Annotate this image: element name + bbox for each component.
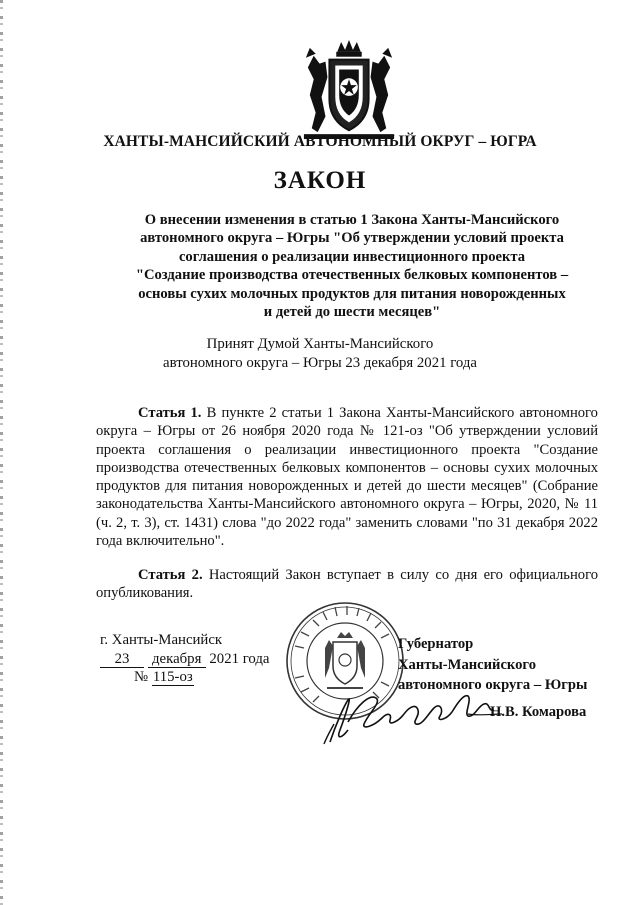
article-1-text: В пункте 2 статьи 1 Закона Ханты-Мансийского автономного округа – Югры от 26 ноября 2020 года № 121-оз "Об утверждении условий проекта соглашения о реализации инвестиционного проекта "Создание производства отечественных белковых компонентов – основы сухих молочных продуктов для питания новорожденных и детей до шести месяцев" (Собрание законодательства Ханты-Мансийского автономного округа – Югры, 2020, № 11 (ч. 2, т. 3), ст. 1431) слова "до 2022 года" заменить словами "по 31 декабря 2022 года включительно". xyxy=(96,405,598,550)
law-title xyxy=(96,211,608,321)
article-1-label: Статья 1. xyxy=(138,405,202,421)
signing-place: г. Ханты-Мансийск xyxy=(100,632,223,648)
title-line: автономного округа – Югры "Об утверждении условий проекта xyxy=(140,230,564,247)
title-line: О внесении изменения в статью 1 Закона Ханты-Мансийского xyxy=(144,212,560,228)
date-month: декабря xyxy=(148,652,206,668)
law-number-prefix: № xyxy=(134,669,149,685)
title-line: "Создание производства отечественных белковых компонентов – xyxy=(135,267,569,284)
governor-line: Ханты-Мансийского xyxy=(398,656,536,673)
signing-date xyxy=(100,651,269,668)
adoption-line: Принят Думой Ханты-Мансийского xyxy=(206,336,434,352)
title-line: соглашения о реализации инвестиционного проекта xyxy=(178,248,526,265)
date-year: 2021 года xyxy=(209,651,270,667)
handwritten-signature xyxy=(318,684,508,746)
governor-line: Губернатор xyxy=(398,636,474,652)
article-2-label: Статья 2. xyxy=(138,567,203,583)
title-line: основы сухих молочных продуктов для питания новорожденных xyxy=(138,285,566,302)
governor-line: автономного округа – Югры xyxy=(398,677,588,693)
coat-of-arms-icon xyxy=(300,38,398,146)
region-heading: ХАНТЫ-МАНСИЙСКИЙ АВТОНОМНЫЙ ОКРУГ – ЮГРА xyxy=(103,133,537,150)
article-2-text: Настоящий Закон вступает в силу со дня его официального опубликования. xyxy=(96,567,598,602)
law-number-value: 115-оз xyxy=(152,669,193,685)
document-type-heading: ЗАКОН xyxy=(273,167,367,194)
adoption-line: автономного округа – Югры 23 декабря 2021 года xyxy=(163,354,477,371)
date-day: 23 xyxy=(100,652,144,668)
title-line: и детей до шести месяцев" xyxy=(263,304,441,321)
article-1 xyxy=(96,404,598,550)
law-number xyxy=(134,669,194,686)
adoption-note xyxy=(0,335,640,372)
signer-name: Н.В. Комарова xyxy=(490,704,587,720)
